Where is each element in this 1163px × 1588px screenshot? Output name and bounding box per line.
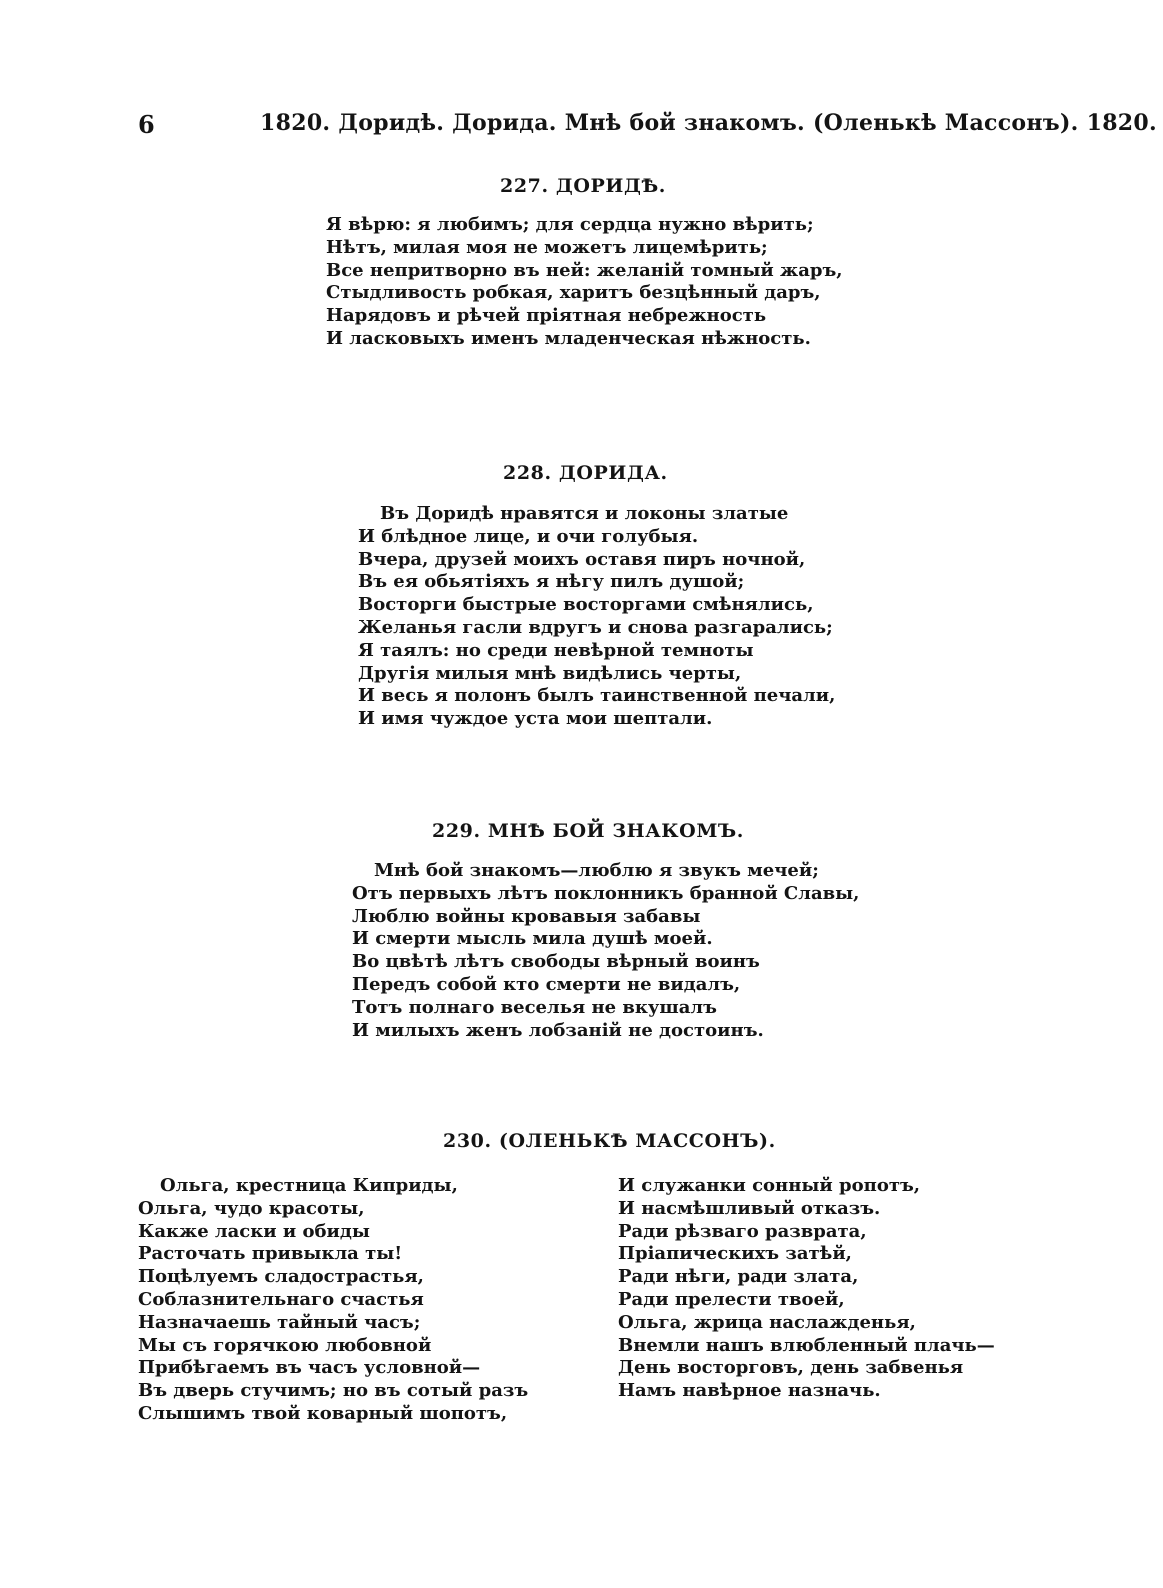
- verse-line: Какже ласки и обиды: [138, 1220, 370, 1242]
- verse-line: Нарядовъ и рѣчей пріятная небрежность: [326, 305, 767, 327]
- poem-title-229: 229. МНѢ БОЙ ЗНАКОМЪ.: [432, 820, 744, 842]
- verse-line: Ради рѣзваго разврата,: [618, 1220, 867, 1242]
- verse-line: Въ ея обьятіяхъ я нѣгу пилъ душой;: [358, 571, 745, 593]
- verse-line: И ласковыхъ именъ младенческая нѣжность.: [326, 327, 811, 349]
- verse-line: Ради прелести твоей,: [618, 1288, 845, 1310]
- verse-line: Расточать привыкла ты!: [138, 1243, 403, 1265]
- verse-line: Стыдливость робкая, харитъ безцѣнный даръ,: [326, 282, 821, 304]
- verse-line: Ольга, крестница Киприды,: [160, 1175, 458, 1196]
- verse-line: Пріапическихъ затѣй,: [618, 1243, 852, 1265]
- verse-line: И имя чуждое уста мои шептали.: [358, 708, 713, 730]
- verse-line: Слышимъ твой коварный шопотъ,: [138, 1402, 508, 1424]
- verse-line: Во цвѣтѣ лѣтъ свободы вѣрный воинъ: [352, 951, 760, 973]
- verse-line: Ольга, жрица наслажденья,: [618, 1311, 916, 1333]
- poem-title-230: 230. (ОЛЕНЬКѢ МАССОНЪ).: [443, 1130, 776, 1152]
- poem-title-228: 228. ДОРИДА.: [503, 462, 668, 484]
- verse-line: И насмѣшливый отказъ.: [618, 1197, 881, 1219]
- poem-body-229: [352, 860, 859, 1042]
- verse-line: Люблю войны кровавыя забавы: [352, 905, 701, 927]
- verse-line: Прибѣгаемъ въ часъ условной—: [138, 1357, 481, 1379]
- verse-line: Въ Доридѣ нравятся и локоны златые: [380, 503, 789, 524]
- poem-title-227: 227. ДОРИДѢ.: [500, 175, 667, 197]
- verse-line: Тотъ полнаго веселья не вкушалъ: [352, 996, 717, 1018]
- running-head: 1820. Доридѣ. Дорида. Мнѣ бой знакомъ. (Оленькѣ Массонъ). 1820.: [260, 110, 1157, 136]
- poem-body-228: [358, 503, 835, 731]
- verse-line: Я таялъ: но среди невѣрной темноты: [358, 639, 754, 661]
- verse-line: Ради нѣги, ради злата,: [618, 1266, 859, 1288]
- verse-line: Въ дверь стучимъ; но въ сотый разъ: [138, 1380, 529, 1402]
- verse-line: И милыхъ женъ лобзаній не достоинъ.: [352, 1019, 764, 1041]
- verse-line: И смерти мысль мила душѣ моей.: [352, 928, 713, 950]
- poem-body-230-left-column: [138, 1175, 528, 1426]
- verse-line: Передъ собой кто смерти не видалъ,: [352, 973, 741, 995]
- verse-line: День восторговъ, день забвенья: [618, 1357, 964, 1379]
- page-number: 6: [138, 110, 155, 139]
- poem-body-227: [326, 214, 843, 351]
- verse-line: Мы съ горячкою любовной: [138, 1334, 432, 1356]
- verse-line: Внемли нашъ влюбленный плачь—: [618, 1334, 995, 1356]
- verse-line: И служанки сонный ропотъ,: [618, 1175, 921, 1196]
- verse-line: Другія милыя мнѣ видѣлись черты,: [358, 662, 742, 684]
- verse-line: Поцѣлуемъ сладострастья,: [138, 1266, 424, 1288]
- verse-line: Нѣтъ, милая моя не можетъ лицемѣрить;: [326, 236, 768, 258]
- poem-body-230-right-column: [618, 1175, 995, 1403]
- verse-line: И блѣдное лице, и очи голубыя.: [358, 525, 699, 547]
- verse-line: Назначаешь тайный часъ;: [138, 1311, 421, 1333]
- verse-line: Желанья гасли вдругъ и снова разгарались;: [358, 616, 833, 638]
- verse-line: Ольга, чудо красоты,: [138, 1197, 365, 1219]
- verse-line: Все непритворно въ ней: желаній томный жаръ,: [326, 259, 843, 281]
- verse-line: Восторги быстрые восторгами смѣнялись,: [358, 594, 814, 616]
- verse-line: Намъ навѣрное назначь.: [618, 1380, 881, 1402]
- verse-line: Вчера, друзей моихъ оставя пиръ ночной,: [358, 548, 806, 570]
- verse-line: Я вѣрю: я любимъ; для сердца нужно вѣрить;: [326, 214, 814, 235]
- verse-line: Соблазнительнаго счастья: [138, 1288, 424, 1310]
- verse-line: И весь я полонъ былъ таинственной печали,: [358, 685, 836, 707]
- verse-line: Отъ первыхъ лѣтъ поклонникъ бранной Славы,: [352, 882, 860, 904]
- verse-line: Мнѣ бой знакомъ—люблю я звукъ мечей;: [374, 860, 819, 881]
